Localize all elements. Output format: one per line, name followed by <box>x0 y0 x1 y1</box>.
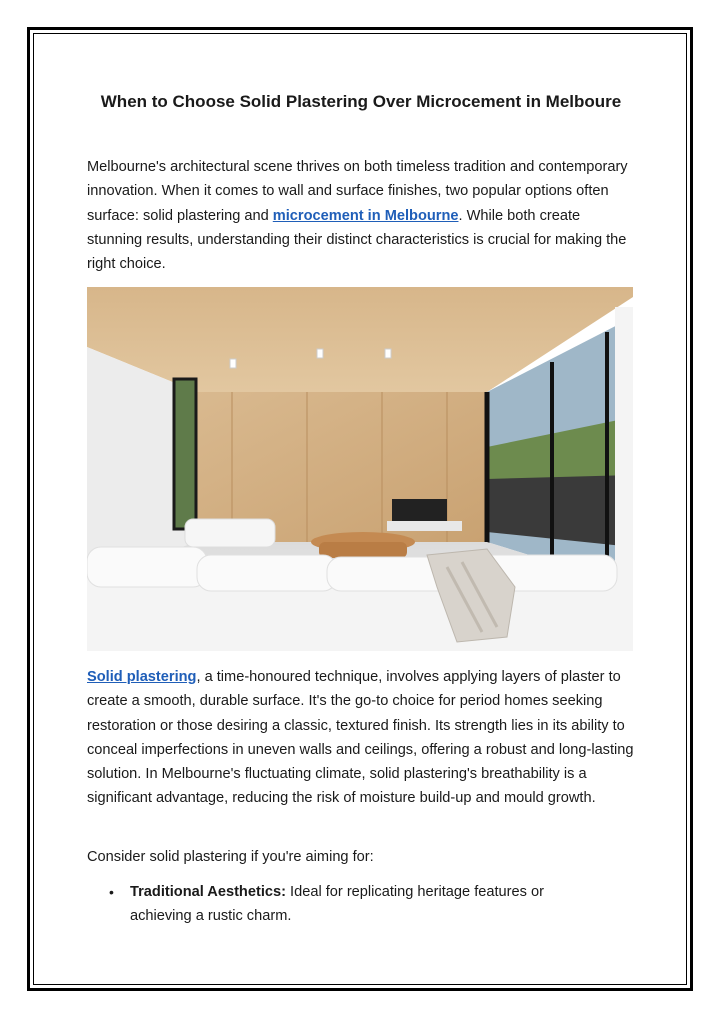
interior-living-room-photo <box>87 287 633 651</box>
bullet-marker: • <box>109 884 114 900</box>
article-title: When to Choose Solid Plastering Over Microcement in Melboure <box>100 92 622 111</box>
solid-plastering-text: , a time-honoured technique, involves applying layers of plaster to create a smooth, durable surface. It's the go-to choice for period homes seeking restoration or those desiring a classic, textured finish. Its strength lies in its ability to conceal imperfections in uneven walls and ceilings, offering a robust and long-lasting solution. In Melbourne's fluctuating climate, solid plastering's breathability is a significant advantage, reducing the risk of moisture build-up and mould growth. <box>87 669 634 807</box>
bullet-label: Traditional Aesthetics: <box>130 884 286 900</box>
bullet-description: Ideal for replicating heritage features or achieving a rustic charm. <box>130 884 544 925</box>
intro-text-before: Melbourne's architectural scene thrives on both timeless tradition and contemporary innovation. When it comes to wall and surface finishes, two popular options often surface: solid plastering and <box>87 159 628 224</box>
microcement-link[interactable]: microcement in Melbourne <box>272 207 459 224</box>
bullet-text <box>130 880 600 929</box>
intro-text-after: . While both create stunning results, understanding their distinct characteristics is crucial for making the right choice. <box>87 207 627 273</box>
solid-plastering-link[interactable]: Solid plastering <box>87 669 197 685</box>
solid-plastering-paragraph <box>87 665 635 811</box>
consider-paragraph: Consider solid plastering if you're aiming for: <box>87 849 374 865</box>
intro-paragraph <box>87 155 635 276</box>
